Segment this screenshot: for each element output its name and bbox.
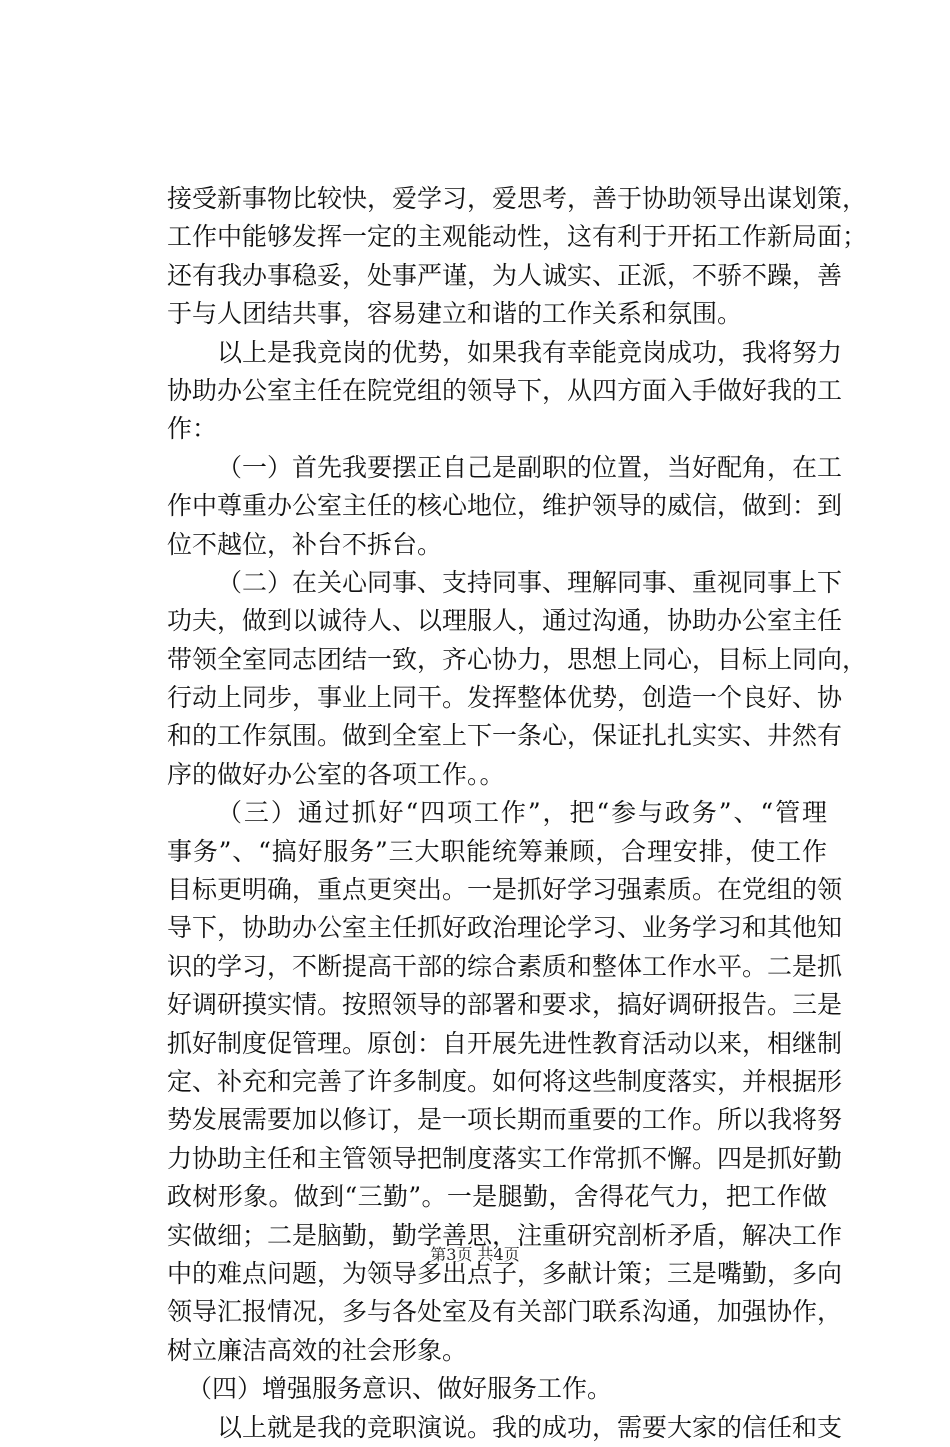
text-line: 于与人团结共事，容易建立和谐的工作关系和氛围。	[167, 299, 743, 329]
text-line: 序的做好办公室的各项工作。。	[167, 759, 505, 789]
text-line: 带领全室同志团结一致，齐心协力，思想上同心，目标上同向，	[167, 644, 868, 674]
text-line: 领导汇报情况，多与各处室及有关部门联系沟通，加强协作，	[167, 1297, 843, 1327]
text-line: （四）增强服务意识、做好服务工作。	[187, 1374, 613, 1404]
text-line: 协助办公室主任在院党组的领导下，从四方面入手做好我的工	[167, 375, 843, 405]
text-line: 好调研摸实情。按照领导的部署和要求，搞好调研报告。三是	[167, 990, 843, 1020]
text-line: 功夫，做到以诚待人、以理服人，通过沟通，协助办公室主任	[167, 606, 843, 636]
text-line: 事务”、“搞好服务”三大职能统筹兼顾，合理安排，使工作	[167, 836, 827, 866]
text-line: 作中尊重办公室主任的核心地位，维护领导的威信，做到：到	[167, 491, 843, 521]
text-line: 工作中能够发挥一定的主观能动性，这有利于开拓工作新局面；	[167, 222, 868, 252]
text-line: 势发展需要加以修订，是一项长期而重要的工作。所以我将努	[167, 1105, 843, 1135]
text-line: 还有我办事稳妥，处事严谨，为人诚实、正派，不骄不躁，善	[167, 260, 843, 290]
text-line: 中的难点问题，为领导多出点子，多献计策；三是嘴勤，多向	[167, 1258, 843, 1288]
text-line: 定、补充和完善了许多制度。如何将这些制度落实，并根据形	[167, 1066, 843, 1096]
text-line: 力协助主任和主管领导把制度落实工作常抓不懈。四是抓好勤	[167, 1143, 843, 1173]
text-line: （二）在关心同事、支持同事、理解同事、重视同事上下	[217, 567, 843, 597]
text-line: 实做细；二是脑勤，勤学善思，注重研究剖析矛盾，解决工作	[167, 1220, 843, 1250]
text-line: 导下，协助办公室主任抓好政治理论学习、业务学习和其他知	[167, 913, 843, 943]
text-line: 政树形象。做到“三勤”。一是腿勤，舍得花气力，把工作做	[167, 1182, 827, 1212]
text-line: 位不越位，补台不拆台。	[167, 529, 443, 559]
text-line: 接受新事物比较快，爱学习，爱思考，善于协助领导出谋划策，	[167, 184, 868, 213]
text-line: 以上是我竞岗的优势，如果我有幸能竞岗成功，我将努力	[217, 337, 843, 367]
text-line: 树立廉洁高效的社会形象。	[167, 1335, 468, 1365]
text-line: （一）首先我要摆正自己是副职的位置，当好配角，在工	[217, 452, 843, 482]
text-line: （三）通过抓好“四项工作”，把“参与政务”、“管理	[217, 798, 827, 828]
text-line: 抓好制度促管理。原创：自开展先进性教育活动以来，相继制	[167, 1028, 843, 1058]
text-line: 作：	[167, 414, 218, 444]
text-line: 和的工作氛围。做到全室上下一条心，保证扎扎实实、井然有	[167, 721, 843, 751]
page-number-footer: 第3页 共4页	[430, 1245, 520, 1264]
text-line: 识的学习，不断提高干部的综合素质和整体工作水平。二是抓	[167, 951, 843, 981]
text-line: 目标更明确，重点更突出。一是抓好学习强素质。在党组的领	[167, 875, 843, 905]
text-line: 行动上同步，事业上同干。发挥整体优势，创造一个良好、协	[167, 683, 843, 713]
text-line: 以上就是我的竞职演说。我的成功，需要大家的信任和支	[217, 1412, 843, 1442]
